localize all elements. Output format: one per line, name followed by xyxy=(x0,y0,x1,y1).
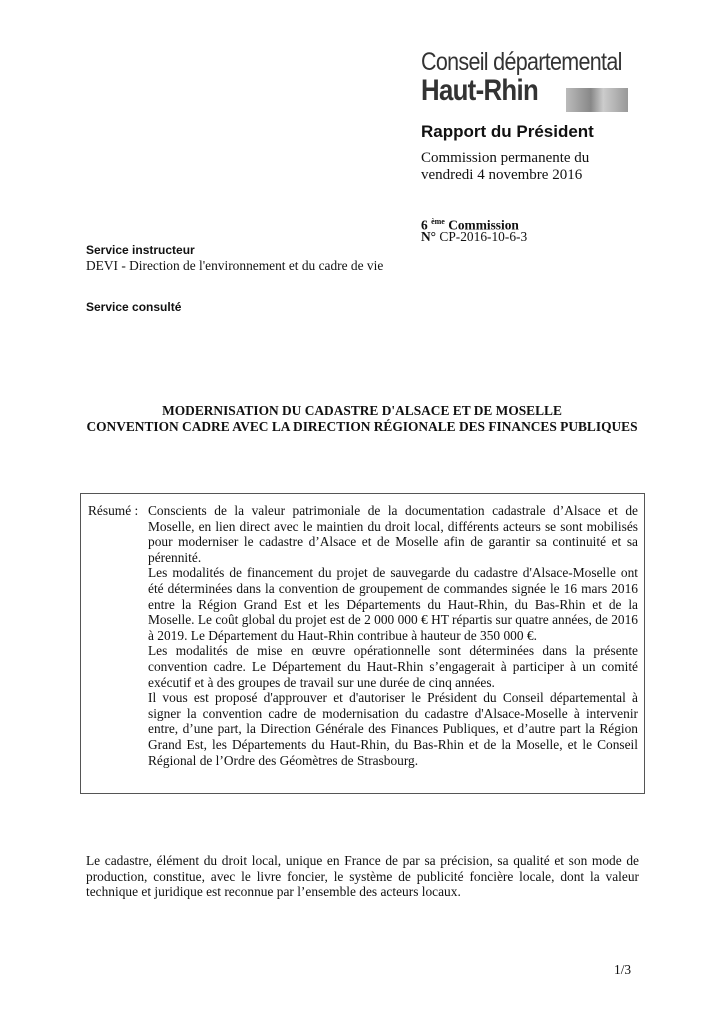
reference-number xyxy=(421,229,527,245)
logo-text-line2: Haut-Rhin xyxy=(421,74,539,107)
service-instructeur-label: Service instructeur xyxy=(86,243,195,257)
service-instructeur-value: DEVI - Direction de l'environnement et du cadre de vie xyxy=(86,258,384,273)
document-title xyxy=(86,403,638,434)
crest-logo-icon xyxy=(566,88,628,112)
ref-label: N° xyxy=(421,229,437,244)
commission-label: Commission xyxy=(448,217,519,233)
resume-paragraph: Il vous est proposé d'approuver et d'autoriser le Président du Conseil départemental à signer la convention cadre de modernisation du cadastre d'Alsace-Moselle à intervenir entre, d’une part, la Direction Générale des Finances Publiques, et d’autre part la Région Grand Est, les Départements du Haut-Rhin, du Bas-Rhin et de la Moselle, et le Conseil Régional de l’Ordre des Géomètres de Strasbourg. xyxy=(148,690,638,768)
resume-paragraph: Les modalités de mise en œuvre opérationnelle sont déterminées dans la présente convention cadre. Le Département du Haut-Rhin s’engagerait à participer à un comité exécutif et à des groupes de travail sur une durée de cinq années. xyxy=(148,643,638,690)
report-title: Rapport du Président xyxy=(421,122,594,141)
logo-text-line1: Conseil départemental xyxy=(421,48,622,76)
resume-paragraph: Conscients de la valeur patrimoniale de la documentation cadastrale d’Alsace et de Moselle, en lien direct avec le maintien du droit local, différents acteurs se sont mobilisés pour moderniser le cadastre d’Alsace et de Moselle afin de garantir sa continuité et sa pérennité. xyxy=(148,503,638,565)
body-paragraph: Le cadastre, élément du droit local, unique en France de par sa précision, sa qualité et son mode de production, constitue, avec le livre foncier, le système de publicité foncière locale, dont la valeur technique et juridique est reconnue par l’ensemble des acteurs locaux. xyxy=(86,853,639,900)
commission-sup: ème xyxy=(431,217,445,226)
commission-date: Commission permanente du vendredi 4 novembre 2016 xyxy=(421,150,590,183)
page-number: 1/3 xyxy=(614,962,632,977)
title-line1: MODERNISATION DU CADASTRE D'ALSACE ET DE MOSELLE xyxy=(162,403,562,418)
resume-label: Résumé : xyxy=(88,503,139,518)
resume-paragraph: Les modalités de financement du projet de sauvegarde du cadastre d'Alsace-Moselle ont été déterminées dans la convention de groupement de commandes signée le 16 mars 2016 entre la Région Grand Est et les Départements du Haut-Rhin, du Bas-Rhin et de la Moselle. Le coût global du projet est de 2 000 000 € HT répartis sur quatre années, de 2016 à 2019. Le Département du Haut-Rhin contribue à hauteur de 350 000 €. xyxy=(148,565,638,643)
title-line2: CONVENTION CADRE AVEC LA DIRECTION RÉGIONALE DES FINANCES PUBLIQUES xyxy=(86,418,638,434)
commission-num: 6 xyxy=(421,217,428,233)
service-consulte-label: Service consulté xyxy=(86,300,182,314)
resume-text xyxy=(148,503,638,768)
ref-value: CP-2016-10-6-3 xyxy=(439,229,528,244)
